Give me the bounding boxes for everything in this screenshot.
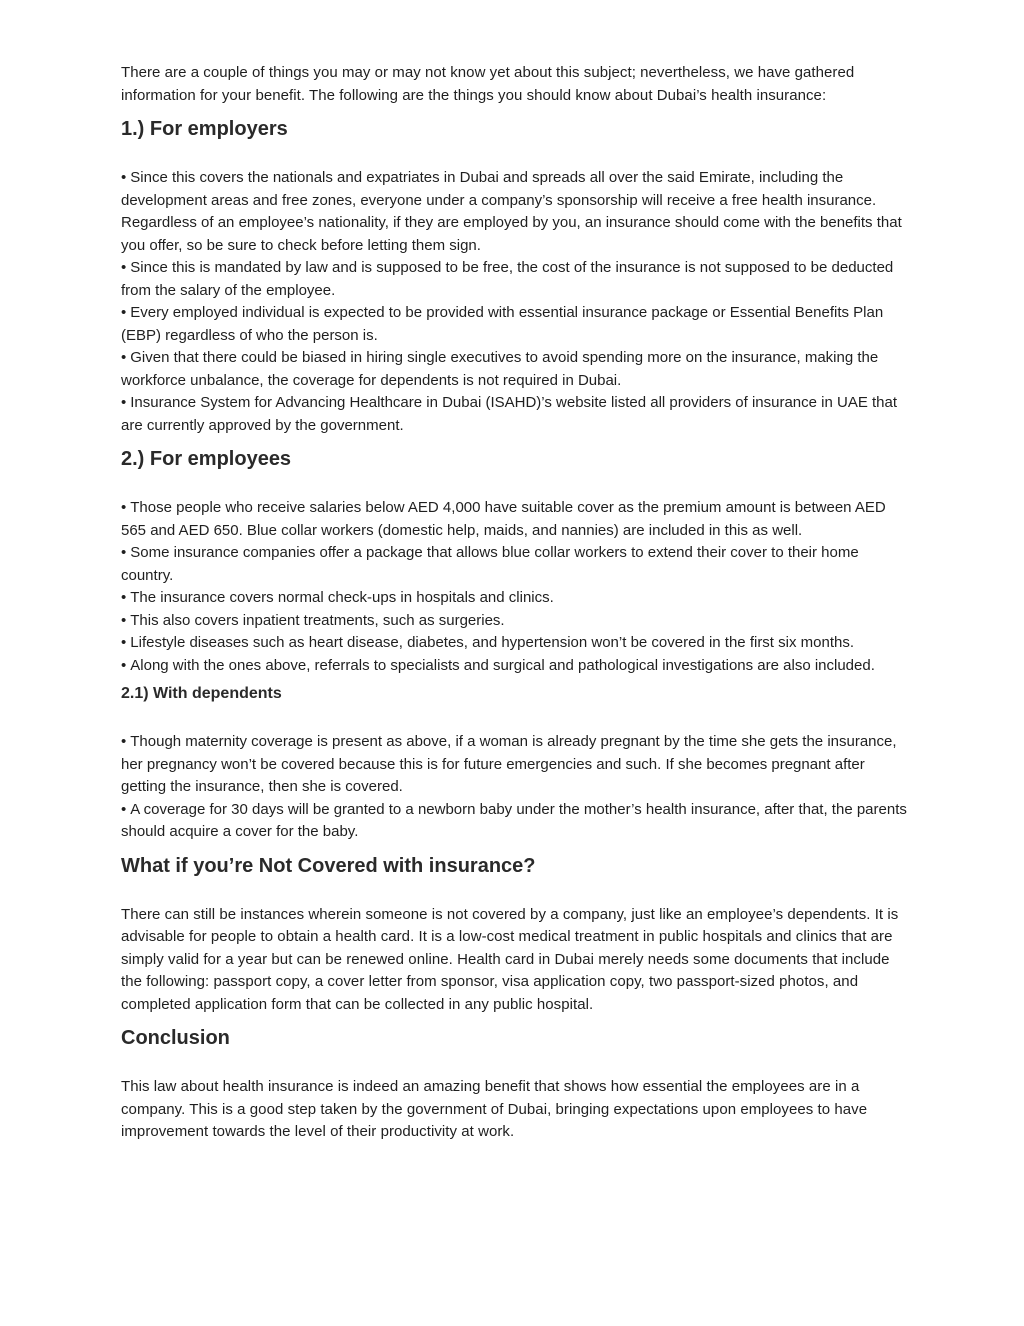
- conclusion-paragraph: This law about health insurance is indeed an amazing benefit that shows how essential the employees are in a company. This is a good step taken by the government of Dubai, bringing expectations upon employees to have improvement towards the level of their productivity at work.: [121, 1078, 868, 1140]
- bullet-icon: •: [121, 394, 127, 411]
- bullet-text: This also covers inpatient treatments, such as surgeries.: [130, 611, 505, 629]
- bullet-item: [121, 731, 911, 799]
- bullet-icon: •: [121, 544, 127, 561]
- dependents-bullet-list: [121, 731, 911, 844]
- subsection-heading-dependents: 2.1) With dependents: [121, 685, 282, 702]
- document-page: [121, 62, 911, 1144]
- bullet-item: [121, 799, 911, 844]
- bullet-icon: •: [121, 169, 127, 186]
- bullet-icon: •: [121, 589, 127, 606]
- section-heading-not-covered: What if you’re Not Covered with insurance?: [121, 854, 536, 877]
- bullet-text: Since this is mandated by law and is supposed to be free, the cost of the insurance is not supposed to be deducted from the salary of the employee.: [121, 259, 894, 299]
- bullet-icon: •: [121, 304, 127, 321]
- bullet-icon: •: [121, 656, 127, 674]
- bullet-text: Since this covers the nationals and expatriates in Dubai and spreads all over the said Emirate, including the development areas and free zones, everyone under a company’s sponsorship will receive a free health insurance. Regardless of an employee’s nationality, if they are employed by you, an insurance should come with the benefits that you offer, so be sure to check before letting them sign.: [121, 169, 902, 254]
- bullet-text: The insurance covers normal check-ups in hospitals and clinics.: [130, 589, 554, 606]
- section-heading-employees: 2.) For employees: [121, 448, 292, 470]
- bullet-text: Along with the ones above, referrals to specialists and surgical and pathological investigations are also included.: [130, 656, 875, 674]
- bullet-item: [121, 610, 911, 633]
- bullet-text: Every employed individual is expected to be provided with essential insurance package or Essential Benefits Plan (EBP) regardless of who the person is.: [121, 304, 884, 344]
- bullet-icon: •: [121, 349, 127, 366]
- bullet-item: [121, 347, 911, 392]
- intro-paragraph: There are a couple of things you may or may not know yet about this subject; nevertheless, we have gathered information for your benefit. The following are the things you should know about Dubai’s health insurance:: [121, 64, 855, 104]
- bullet-item: [121, 257, 911, 302]
- bullet-text: Insurance System for Advancing Healthcare in Dubai (ISAHD)’s website listed all providers of insurance in UAE that are currently approved by the government.: [121, 394, 898, 434]
- bullet-item: [121, 655, 911, 678]
- bullet-text: Though maternity coverage is present as above, if a woman is already pregnant by the time she gets the insurance, her pregnancy won’t be covered because this is for future emergencies and such. If she becomes pregnant after getting the insurance, then she is covered.: [121, 733, 897, 795]
- bullet-item: [121, 167, 911, 257]
- section-heading-conclusion: Conclusion: [121, 1027, 230, 1049]
- bullet-text: Some insurance companies offer a package that allows blue collar workers to extend their cover to their home country.: [121, 544, 859, 584]
- bullet-item: [121, 632, 911, 655]
- bullet-item: [121, 587, 911, 610]
- bullet-text: Lifestyle diseases such as heart disease, diabetes, and hypertension won’t be covered in the first six months.: [130, 634, 855, 651]
- bullet-text: A coverage for 30 days will be granted to a newborn baby under the mother’s health insurance, after that, the parents should acquire a cover for the baby.: [121, 800, 907, 840]
- bullet-icon: •: [121, 800, 127, 818]
- bullet-item: [121, 542, 911, 587]
- bullet-item: [121, 302, 911, 347]
- not-covered-paragraph: There can still be instances wherein someone is not covered by a company, just like an employee’s dependents. It is advisable for people to obtain a health card. It is a low-cost medical treatment in public hospitals and clinics that are simply valid for a year but can be renewed online. Health card in Dubai merely needs some documents that include the following: passport copy, a cover letter from sponsor, visa application copy, two passport-sized photos, and completed application form that can be collected in any public hospital.: [121, 905, 899, 1013]
- bullet-item: [121, 392, 911, 437]
- bullet-text: Given that there could be biased in hiring single executives to avoid spending more on the insurance, making the workforce unbalance, the coverage for dependents is not required in Dubai.: [121, 349, 879, 389]
- bullet-icon: •: [121, 259, 127, 276]
- bullet-icon: •: [121, 634, 127, 651]
- employees-bullet-list: [121, 497, 911, 677]
- bullet-item: [121, 497, 911, 542]
- bullet-icon: •: [121, 611, 127, 629]
- employers-bullet-list: [121, 167, 911, 437]
- bullet-icon: •: [121, 733, 127, 750]
- section-heading-employers: 1.) For employers: [121, 118, 288, 140]
- bullet-icon: •: [121, 499, 127, 516]
- bullet-text: Those people who receive salaries below AED 4,000 have suitable cover as the premium amount is between AED 565 and AED 650. Blue collar workers (domestic help, maids, and nannies) are included in this as well.: [121, 499, 886, 539]
